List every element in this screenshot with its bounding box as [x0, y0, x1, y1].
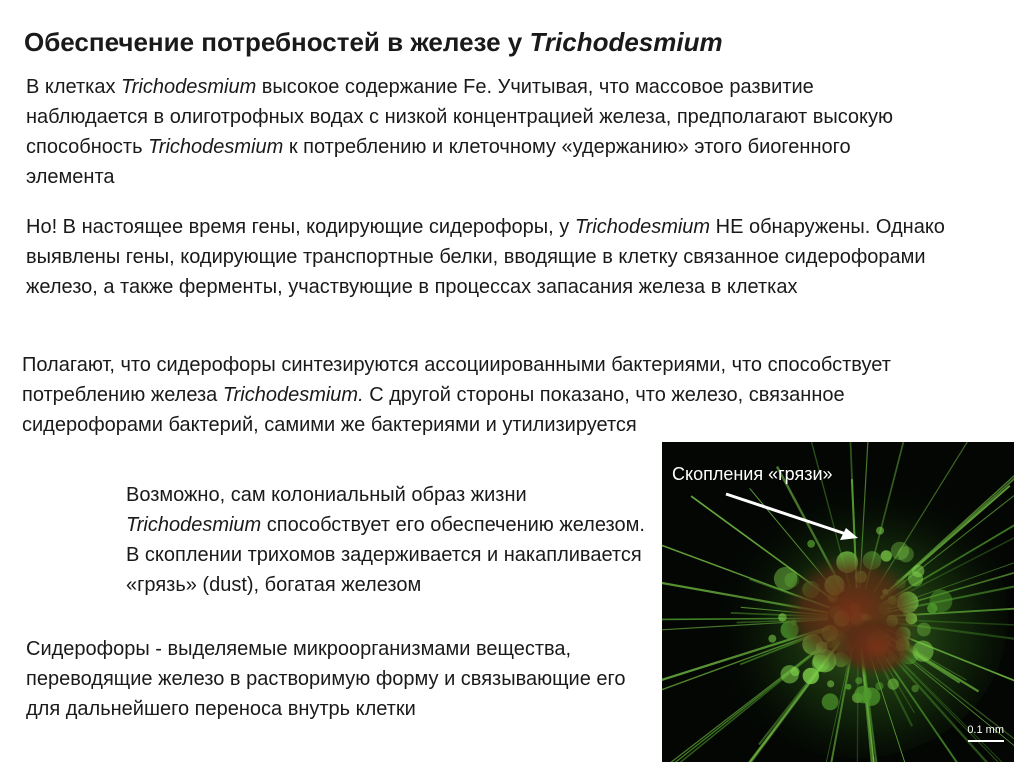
p4-species-1: Trichodesmium: [126, 514, 262, 536]
colony-cell-cluster: [855, 677, 862, 684]
colony-cell-cluster: [876, 527, 884, 535]
micrograph-drawing: [662, 442, 1014, 762]
p1-species-1: Trichodesmium: [121, 76, 257, 98]
p5-text-1: Сидерофоры - выделяемые микроорганизмами вещества, переводящие железо в растворимую форму и связывающие его для дальнейшего переноса внутрь клетки: [26, 638, 626, 720]
dust-cluster-label: Скопления «грязи»: [672, 464, 833, 484]
paragraph-siderophore-definition: [26, 634, 636, 724]
colony-cell-cluster: [845, 684, 851, 690]
p1-species-2: Trichodesmium: [148, 136, 284, 158]
colony-cell-cluster: [891, 542, 909, 560]
p1-text-1: В клетках: [26, 76, 122, 98]
scale-bar-label: 0.1 mm: [967, 724, 1004, 736]
p3-species-1: Trichodesmium.: [222, 384, 364, 406]
colony-cell-cluster: [827, 680, 834, 687]
title-text: Обеспечение потребностей в железе у: [24, 27, 530, 57]
p4-text-1: Возможно, сам колониальный образ жизни: [126, 484, 527, 506]
p1-text-3: к потреблению и клеточному «удержанию» этого биогенного элемента: [26, 136, 851, 188]
dust-aggregate-2: [837, 617, 917, 677]
p4-text-2: способствует его обеспечению железом. В скоплении трихомов задерживается и накапливается «грязь» (dust), богатая железом: [126, 514, 645, 596]
colony-cell-cluster: [822, 693, 839, 710]
colony-cell-cluster: [888, 678, 899, 689]
p3-text-2: С другой стороны показано, что железо, связанное сидерофорами бактерий, самими же бактериями и утилизируется: [22, 384, 845, 436]
colony-cell-cluster: [854, 686, 871, 703]
paragraph-associated-bacteria: [22, 350, 982, 440]
p2-species-1: Trichodesmium: [574, 216, 711, 238]
colony-cell-cluster: [791, 667, 800, 676]
colony-cell-cluster: [768, 635, 776, 643]
colony-cell-cluster: [875, 682, 883, 690]
p3-text-1: Полагают, что сидерофоры синтезируются ассоциированными бактериями, что способствует потреблению железа: [22, 354, 891, 406]
paragraph-iron-content: [26, 72, 926, 192]
scale-bar: [968, 740, 1004, 742]
p2-text-1: Но! В настоящее время гены, кодирующие сидерофоры, у: [26, 216, 575, 238]
colony-cell-cluster: [927, 603, 937, 613]
colony-cell-cluster: [911, 685, 918, 692]
colony-cell-cluster: [807, 540, 815, 548]
p2-text-2: НЕ обнаружены. Однако выявлены гены, кодирующие транспортные белки, вводящие в клетку связанное сидерофорами железо, а также ферменты, участвующие в процессах запасания железа в клетках: [26, 216, 945, 298]
slide-title: [24, 24, 984, 60]
paragraph-siderophore-genes: [26, 212, 956, 302]
title-italic-species: Trichodesmium: [529, 27, 723, 57]
trichodesmium-micrograph: [662, 442, 1014, 762]
paragraph-colonial-lifestyle: [126, 480, 646, 600]
p1-text-2: высокое содержание Fe. Учитывая, что массовое развитие наблюдается в олиготрофных водах с низкой концентрацией железа, предполагают высокую способность: [26, 76, 894, 158]
